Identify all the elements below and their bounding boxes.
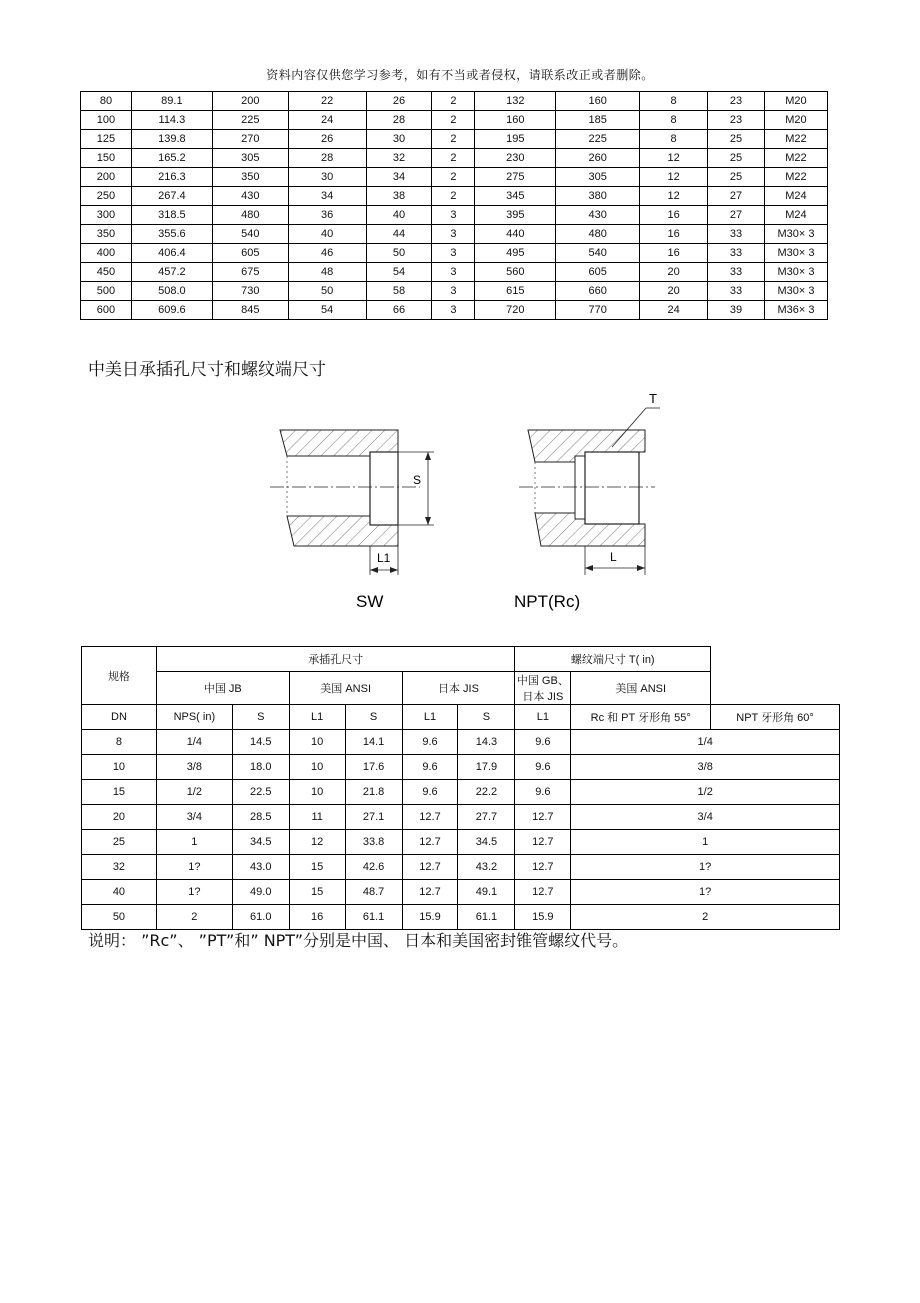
table-cell: 20	[640, 282, 708, 301]
sw-drawing	[270, 430, 434, 575]
table-row	[81, 187, 828, 206]
sw-dim-l1: L1	[377, 551, 391, 565]
table-cell: 250	[81, 187, 132, 206]
header-nps: NPS( in)	[156, 705, 232, 730]
table-cell: 14.1	[345, 730, 402, 755]
table-row	[81, 206, 828, 225]
table-cell: 9.6	[402, 780, 458, 805]
table-cell: 33	[708, 282, 765, 301]
table-cell: 609.6	[131, 301, 212, 320]
table-cell: 23	[708, 111, 765, 130]
table-cell: 66	[366, 301, 432, 320]
table-cell: 49.1	[458, 880, 515, 905]
table-cell: 2	[156, 905, 232, 930]
table-row	[81, 301, 828, 320]
table-cell: 16	[640, 206, 708, 225]
table-cell: 28	[288, 149, 366, 168]
table-cell: 89.1	[131, 92, 212, 111]
header-l1-jis: L1	[515, 705, 571, 730]
table-cell: 48.7	[345, 880, 402, 905]
table-cell: 1?	[156, 855, 232, 880]
table-cell: 11	[289, 805, 345, 830]
table-cell: 26	[366, 92, 432, 111]
table-cell: 54	[366, 263, 432, 282]
npt-dim-l: L	[610, 550, 617, 564]
table-cell: 2	[432, 149, 475, 168]
table-cell: 12	[640, 149, 708, 168]
table-cell: 14.3	[458, 730, 515, 755]
table-cell: 39	[708, 301, 765, 320]
table-cell: 260	[556, 149, 640, 168]
table-row	[82, 755, 840, 780]
table-cell: 61.1	[345, 905, 402, 930]
table-row	[81, 92, 828, 111]
table-cell: 216.3	[131, 168, 212, 187]
table-cell: 40	[288, 225, 366, 244]
table-cell: 25	[708, 149, 765, 168]
table-cell: 3/8	[571, 755, 840, 780]
npt-drawing	[519, 408, 660, 575]
table-cell: 1/4	[156, 730, 232, 755]
table-cell: 225	[556, 130, 640, 149]
table-cell: 26	[288, 130, 366, 149]
table-cell: 12	[640, 168, 708, 187]
table-cell: 12.7	[402, 830, 458, 855]
table-cell: 200	[81, 168, 132, 187]
table-cell: 15	[289, 855, 345, 880]
table-cell: 195	[475, 130, 556, 149]
table-cell: 27.1	[345, 805, 402, 830]
table-cell: 24	[640, 301, 708, 320]
table-cell: 480	[556, 225, 640, 244]
table-cell: 160	[556, 92, 640, 111]
table-cell: 54	[288, 301, 366, 320]
table-cell: 3	[432, 244, 475, 263]
table-cell: 12.7	[515, 880, 571, 905]
table-cell: 17.6	[345, 755, 402, 780]
table-cell: 3	[432, 225, 475, 244]
table-cell: 2	[432, 111, 475, 130]
section-title: 中美日承插孔尺寸和螺纹端尺寸	[88, 360, 326, 380]
table-cell: 61.0	[232, 905, 289, 930]
table-cell: 3	[432, 206, 475, 225]
table-cell: 33.8	[345, 830, 402, 855]
table-cell: 267.4	[131, 187, 212, 206]
table-cell: 165.2	[131, 149, 212, 168]
table-cell: 225	[212, 111, 288, 130]
table-cell: 22	[288, 92, 366, 111]
table-row	[82, 780, 840, 805]
table-cell: 44	[366, 225, 432, 244]
table-cell: 16	[640, 244, 708, 263]
table-cell: 9.6	[402, 730, 458, 755]
table-cell: 139.8	[131, 130, 212, 149]
table-cell: 61.1	[458, 905, 515, 930]
table-row	[81, 263, 828, 282]
table-cell: 18.0	[232, 755, 289, 780]
header-disclaimer: 资料内容仅供您学习参考，如有不当或者侵权，请联系改正或者删除。	[266, 68, 654, 82]
table-cell: 25	[82, 830, 157, 855]
table-cell: 355.6	[131, 225, 212, 244]
table-cell: 2	[432, 168, 475, 187]
header-cn-jb: 中国 JB	[156, 672, 289, 705]
table-cell: 730	[212, 282, 288, 301]
table-cell: 508.0	[131, 282, 212, 301]
table-row	[82, 730, 840, 755]
table-cell: 1	[571, 830, 840, 855]
table-cell: 345	[475, 187, 556, 206]
table-cell: M20	[764, 111, 827, 130]
header-s-jis: S	[458, 705, 515, 730]
header-l1-jb: L1	[289, 705, 345, 730]
header-us-ansi-thread: 美国 ANSI	[571, 672, 711, 705]
table-cell: 12.7	[402, 805, 458, 830]
table-cell: 2	[432, 130, 475, 149]
table-cell: 34.5	[232, 830, 289, 855]
table-cell: 22.2	[458, 780, 515, 805]
table-row	[81, 282, 828, 301]
table-cell: 675	[212, 263, 288, 282]
table-row	[81, 244, 828, 263]
table-cell: 12.7	[515, 805, 571, 830]
table-cell: 58	[366, 282, 432, 301]
table-cell: 27.7	[458, 805, 515, 830]
table-cell: 8	[640, 92, 708, 111]
table-cell: 34.5	[458, 830, 515, 855]
header-dn: DN	[82, 705, 157, 730]
table-cell: 1?	[571, 855, 840, 880]
table-cell: 40	[366, 206, 432, 225]
table-cell: 12	[640, 187, 708, 206]
table-cell: 36	[288, 206, 366, 225]
table-cell: 2	[571, 905, 840, 930]
table-cell: 495	[475, 244, 556, 263]
table-cell: 540	[212, 225, 288, 244]
table-row	[81, 168, 828, 187]
table-cell: 24	[288, 111, 366, 130]
table-cell: 9.6	[515, 780, 571, 805]
table-cell: 430	[556, 206, 640, 225]
table-cell: 15	[289, 880, 345, 905]
table-cell: M24	[764, 206, 827, 225]
npt-caption: NPT(Rc)	[514, 592, 581, 611]
table-cell: 114.3	[131, 111, 212, 130]
table-cell: 600	[81, 301, 132, 320]
table-cell: 30	[288, 168, 366, 187]
table-cell: 275	[475, 168, 556, 187]
table-cell: 160	[475, 111, 556, 130]
table-row	[81, 225, 828, 244]
table-cell: 395	[475, 206, 556, 225]
table-cell: 49.0	[232, 880, 289, 905]
table-cell: M20	[764, 92, 827, 111]
header-npt: NPT 牙形角 60°	[711, 705, 840, 730]
table-cell: 20	[640, 263, 708, 282]
table-cell: 3/4	[156, 805, 232, 830]
table-cell: 125	[81, 130, 132, 149]
table-cell: 21.8	[345, 780, 402, 805]
table-cell: 10	[289, 780, 345, 805]
header-rc-pt: Rc 和 PT 牙形角 55°	[571, 705, 711, 730]
table-cell: 1/4	[571, 730, 840, 755]
table-cell: 33	[708, 244, 765, 263]
table-cell: M30× 3	[764, 282, 827, 301]
table-row	[82, 905, 840, 930]
table-cell: 605	[212, 244, 288, 263]
table-cell: 32	[82, 855, 157, 880]
header-l1-ansi: L1	[402, 705, 458, 730]
header-spec: 规格	[82, 647, 157, 705]
table-cell: 300	[81, 206, 132, 225]
table-cell: 15.9	[515, 905, 571, 930]
table-cell: 10	[82, 755, 157, 780]
table-cell: 615	[475, 282, 556, 301]
table-cell: 450	[81, 263, 132, 282]
table-cell: 3	[432, 282, 475, 301]
table-cell: 48	[288, 263, 366, 282]
header-s-ansi: S	[345, 705, 402, 730]
table-cell: 23	[708, 92, 765, 111]
table-cell: 400	[81, 244, 132, 263]
socket-thread-diagram	[0, 380, 920, 620]
header-cn-gb-jis: 中国 GB、 日本 JIS	[515, 672, 571, 705]
header-thread: 螺纹端尺寸 T( in)	[515, 647, 711, 672]
table-cell: 40	[82, 880, 157, 905]
table-cell: 12.7	[402, 855, 458, 880]
table-cell: 350	[212, 168, 288, 187]
table-cell: 25	[708, 130, 765, 149]
table-cell: 38	[366, 187, 432, 206]
table-cell: 480	[212, 206, 288, 225]
table-cell: 318.5	[131, 206, 212, 225]
table-cell: 12	[289, 830, 345, 855]
table-row	[82, 805, 840, 830]
table-cell: 50	[288, 282, 366, 301]
table-cell: 440	[475, 225, 556, 244]
table-cell: M22	[764, 149, 827, 168]
sw-dim-s: S	[413, 473, 422, 487]
table-cell: 9.6	[515, 755, 571, 780]
table-cell: 34	[366, 168, 432, 187]
table-cell: 230	[475, 149, 556, 168]
table-cell: 660	[556, 282, 640, 301]
table-cell: M22	[764, 130, 827, 149]
table-cell: 770	[556, 301, 640, 320]
table-cell: 16	[289, 905, 345, 930]
table-cell: 27	[708, 206, 765, 225]
table-cell: 540	[556, 244, 640, 263]
table-cell: 10	[289, 755, 345, 780]
table-row	[82, 830, 840, 855]
table-cell: 28	[366, 111, 432, 130]
table-cell: 34	[288, 187, 366, 206]
table-cell: 27	[708, 187, 765, 206]
table-cell: 15	[82, 780, 157, 805]
table-cell: 845	[212, 301, 288, 320]
npt-dim-t: T	[649, 391, 657, 406]
table-cell: 32	[366, 149, 432, 168]
table-cell: 150	[81, 149, 132, 168]
table-cell: 9.6	[515, 730, 571, 755]
table-cell: 270	[212, 130, 288, 149]
table-row	[82, 880, 840, 905]
table-cell: 30	[366, 130, 432, 149]
table-cell: 15.9	[402, 905, 458, 930]
table-cell: M30× 3	[764, 225, 827, 244]
table-cell: 380	[556, 187, 640, 206]
table-row	[81, 130, 828, 149]
table-cell: 2	[432, 92, 475, 111]
table-cell: 2	[432, 187, 475, 206]
table-cell: 33	[708, 225, 765, 244]
table-cell: M36× 3	[764, 301, 827, 320]
header-socket: 承插孔尺寸	[156, 647, 515, 672]
table-cell: 430	[212, 187, 288, 206]
table-cell: 8	[82, 730, 157, 755]
table-cell: 406.4	[131, 244, 212, 263]
table-cell: 28.5	[232, 805, 289, 830]
table-cell: 12.7	[515, 830, 571, 855]
table-cell: 20	[82, 805, 157, 830]
flange-dimension-table	[80, 91, 828, 320]
socket-thread-size-table	[81, 646, 840, 930]
table-cell: 3/8	[156, 755, 232, 780]
header-us-ansi: 美国 ANSI	[289, 672, 402, 705]
table-cell: 720	[475, 301, 556, 320]
header-jp-jis: 日本 JIS	[402, 672, 515, 705]
table-cell: 14.5	[232, 730, 289, 755]
table-row	[81, 149, 828, 168]
table-cell: 1?	[571, 880, 840, 905]
table-cell: 100	[81, 111, 132, 130]
header-s-jb: S	[232, 705, 289, 730]
table-cell: 17.9	[458, 755, 515, 780]
table-cell: 8	[640, 130, 708, 149]
table-cell: 500	[81, 282, 132, 301]
table-cell: 10	[289, 730, 345, 755]
table-cell: 185	[556, 111, 640, 130]
table-cell: 1?	[156, 880, 232, 905]
table-cell: 25	[708, 168, 765, 187]
table-cell: 12.7	[402, 880, 458, 905]
table-cell: 350	[81, 225, 132, 244]
table-cell: 560	[475, 263, 556, 282]
table-cell: 43.2	[458, 855, 515, 880]
table-cell: M30× 3	[764, 263, 827, 282]
table-cell: 3/4	[571, 805, 840, 830]
table-cell: 16	[640, 225, 708, 244]
footnote: 说明： ”Rc”、 ”PT”和” NPT”分别是中国、 日本和美国密封锥管螺纹代号。	[88, 931, 629, 950]
table-cell: 1/2	[156, 780, 232, 805]
sw-caption: SW	[356, 592, 384, 611]
table-cell: 46	[288, 244, 366, 263]
table-cell: 9.6	[402, 755, 458, 780]
table-cell: 50	[366, 244, 432, 263]
table-cell: 42.6	[345, 855, 402, 880]
table-cell: 200	[212, 92, 288, 111]
table-cell: 33	[708, 263, 765, 282]
table-cell: 457.2	[131, 263, 212, 282]
table-cell: 305	[556, 168, 640, 187]
table-row	[81, 111, 828, 130]
table-cell: 12.7	[515, 855, 571, 880]
table-row	[82, 855, 840, 880]
table-cell: M24	[764, 187, 827, 206]
table-cell: 43.0	[232, 855, 289, 880]
table-cell: 1	[156, 830, 232, 855]
table-cell: 3	[432, 263, 475, 282]
table-cell: 50	[82, 905, 157, 930]
table-cell: 22.5	[232, 780, 289, 805]
table-cell: M22	[764, 168, 827, 187]
table-cell: 605	[556, 263, 640, 282]
table-cell: 305	[212, 149, 288, 168]
table-cell: M30× 3	[764, 244, 827, 263]
table-cell: 132	[475, 92, 556, 111]
table-cell: 1/2	[571, 780, 840, 805]
table-cell: 8	[640, 111, 708, 130]
table-cell: 80	[81, 92, 132, 111]
table-cell: 3	[432, 301, 475, 320]
